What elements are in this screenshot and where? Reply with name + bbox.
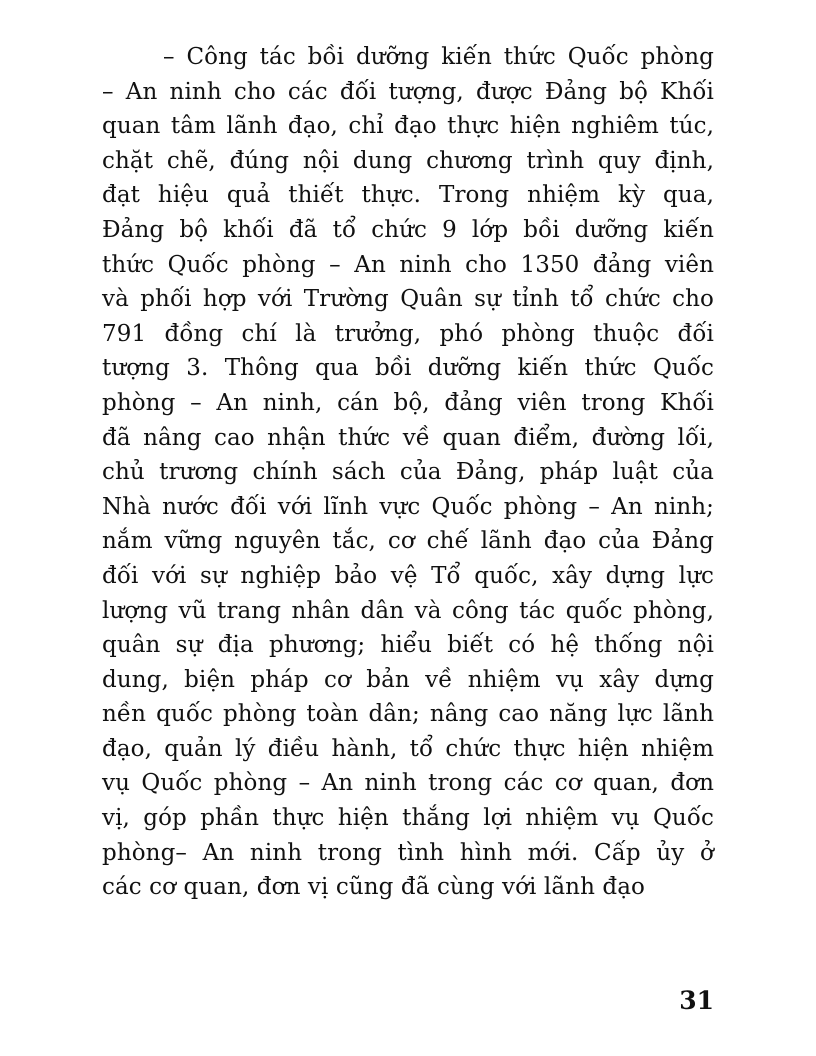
text-line: lượng vũ trang nhân dân và công tác quốc phòng, <box>102 597 714 624</box>
text-line: 791 đồng chí là trưởng, phó phòng thuộc đối <box>102 320 714 347</box>
text-line: vị, góp phần thực hiện thắng lợi nhiệm vụ Quốc <box>102 805 714 832</box>
text-line: vụ Quốc phòng – An ninh trong các cơ quan, đơn <box>102 770 714 797</box>
text-line: nền quốc phòng toàn dân; nâng cao năng lực lãnh <box>102 701 714 728</box>
text-line: – An ninh cho các đối tượng, được Đảng bộ Khối <box>102 78 714 105</box>
text-line: Đảng bộ khối đã tổ chức 9 lớp bồi dưỡng kiến <box>102 216 714 243</box>
text-line: – Công tác bồi dưỡng kiến thức Quốc phòng <box>163 44 714 70</box>
text-line: quan tâm lãnh đạo, chỉ đạo thực hiện nghiêm túc, <box>102 113 714 140</box>
text-line: thức Quốc phòng – An ninh cho 1350 đảng viên <box>102 251 714 278</box>
text-line: các cơ quan, đơn vị cũng đã cùng với lãnh đạo <box>102 874 645 901</box>
text-line: nắm vững nguyên tắc, cơ chế lãnh đạo của Đảng <box>102 528 714 555</box>
text-line: tượng 3. Thông qua bồi dưỡng kiến thức Quốc <box>102 355 714 382</box>
text-line: quân sự địa phương; hiểu biết có hệ thống nội <box>102 632 714 659</box>
text-line: Nhà nước đối với lĩnh vực Quốc phòng – An ninh; <box>102 493 714 520</box>
text-line: dung, biện pháp cơ bản về nhiệm vụ xây dựng <box>102 666 714 693</box>
text-line: và phối hợp với Trường Quân sự tỉnh tổ chức cho <box>102 286 714 313</box>
text-line: đạt hiệu quả thiết thực. Trong nhiệm kỳ qua, <box>102 182 714 209</box>
text-line: phòng – An ninh, cán bộ, đảng viên trong Khối <box>102 389 714 416</box>
text-line: đối với sự nghiệp bảo vệ Tổ quốc, xây dựng lực <box>102 562 714 589</box>
text-line: chặt chẽ, đúng nội dung chương trình quy định, <box>102 147 714 174</box>
text-line: chủ trương chính sách của Đảng, pháp luật của <box>102 459 714 486</box>
text-line: phòng– An ninh trong tình hình mới. Cấp ủy ở <box>102 839 714 866</box>
text-line: đã nâng cao nhận thức về quan điểm, đường lối, <box>102 424 714 451</box>
body-paragraph <box>102 40 714 905</box>
page-number: 31 <box>679 986 714 1015</box>
text-line: đạo, quản lý điều hành, tổ chức thực hiện nhiệm <box>102 735 714 762</box>
